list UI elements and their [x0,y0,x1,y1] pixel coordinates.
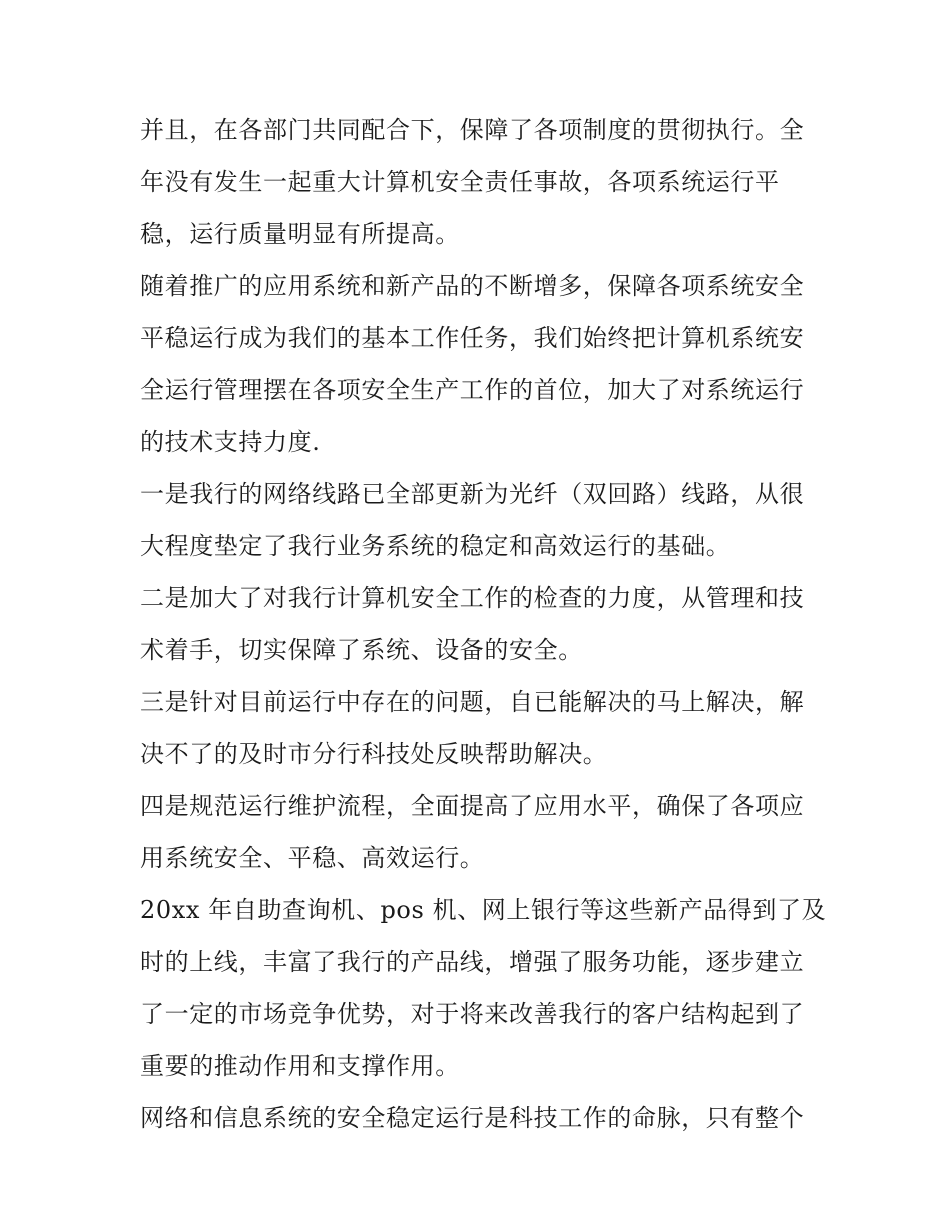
text-line: 大程度垫定了我行业务系统的稳定和高效运行的基础。 [140,532,731,560]
text-line: 决不了的及时市分行科技处反映帮助解决。 [140,740,608,768]
text-line: 用系统安全、平稳、高效运行。 [140,844,485,872]
paragraph-2 [140,260,820,468]
text-line: 二是加大了对我行计算机安全工作的检查的力度，从管理和技 [140,584,805,612]
text-line: 三是针对目前运行中存在的问题，自已能解决的马上解决，解 [140,688,805,716]
paragraph-3 [140,468,820,572]
text-line: 平稳运行成为我们的基本工作任务，我们始终把计算机系统安 [140,324,805,352]
text-line: 年没有发生一起重大计算机安全责任事故，各项系统运行平 [140,168,780,196]
text-line: 重要的推动作用和支撑作用。 [140,1052,460,1080]
text-line: 了一定的市场竞争优势，对于将来改善我行的客户结构起到了 [140,1000,805,1028]
text-line: 时的上线，丰富了我行的产品线，增强了服务功能，逐步建立 [140,948,805,976]
text-line: 一是我行的网络线路已全部更新为光纤（双回路）线路，从很 [140,480,805,508]
paragraph-7 [140,884,827,1092]
text-line: 术着手，切实保障了系统、设备的安全。 [140,636,583,664]
text-line: 随着推广的应用系统和新产品的不断增多，保障各项系统安全 [140,272,805,300]
paragraph-5 [140,676,820,780]
paragraph-6 [140,780,820,884]
paragraph-1 [140,104,820,260]
text-line: 四是规范运行维护流程，全面提高了应用水平，确保了各项应 [140,792,805,820]
text-line: 并且，在各部门共同配合下，保障了各项制度的贯彻执行。全 [140,116,805,144]
text-line: 稳，运行质量明显有所提高。 [140,220,460,248]
paragraph-4 [140,572,820,676]
text-line: 的技术支持力度. [140,428,321,456]
text-line: 20xx 年自助查询机、pos 机、网上银行等这些新产品得到了及 [140,896,827,924]
text-line: 网络和信息系统的安全稳定运行是科技工作的命脉，只有整个 [140,1104,805,1132]
document-body [140,104,827,1144]
text-line: 全运行管理摆在各项安全生产工作的首位，加大了对系统运行 [140,376,805,404]
paragraph-8 [140,1092,820,1144]
